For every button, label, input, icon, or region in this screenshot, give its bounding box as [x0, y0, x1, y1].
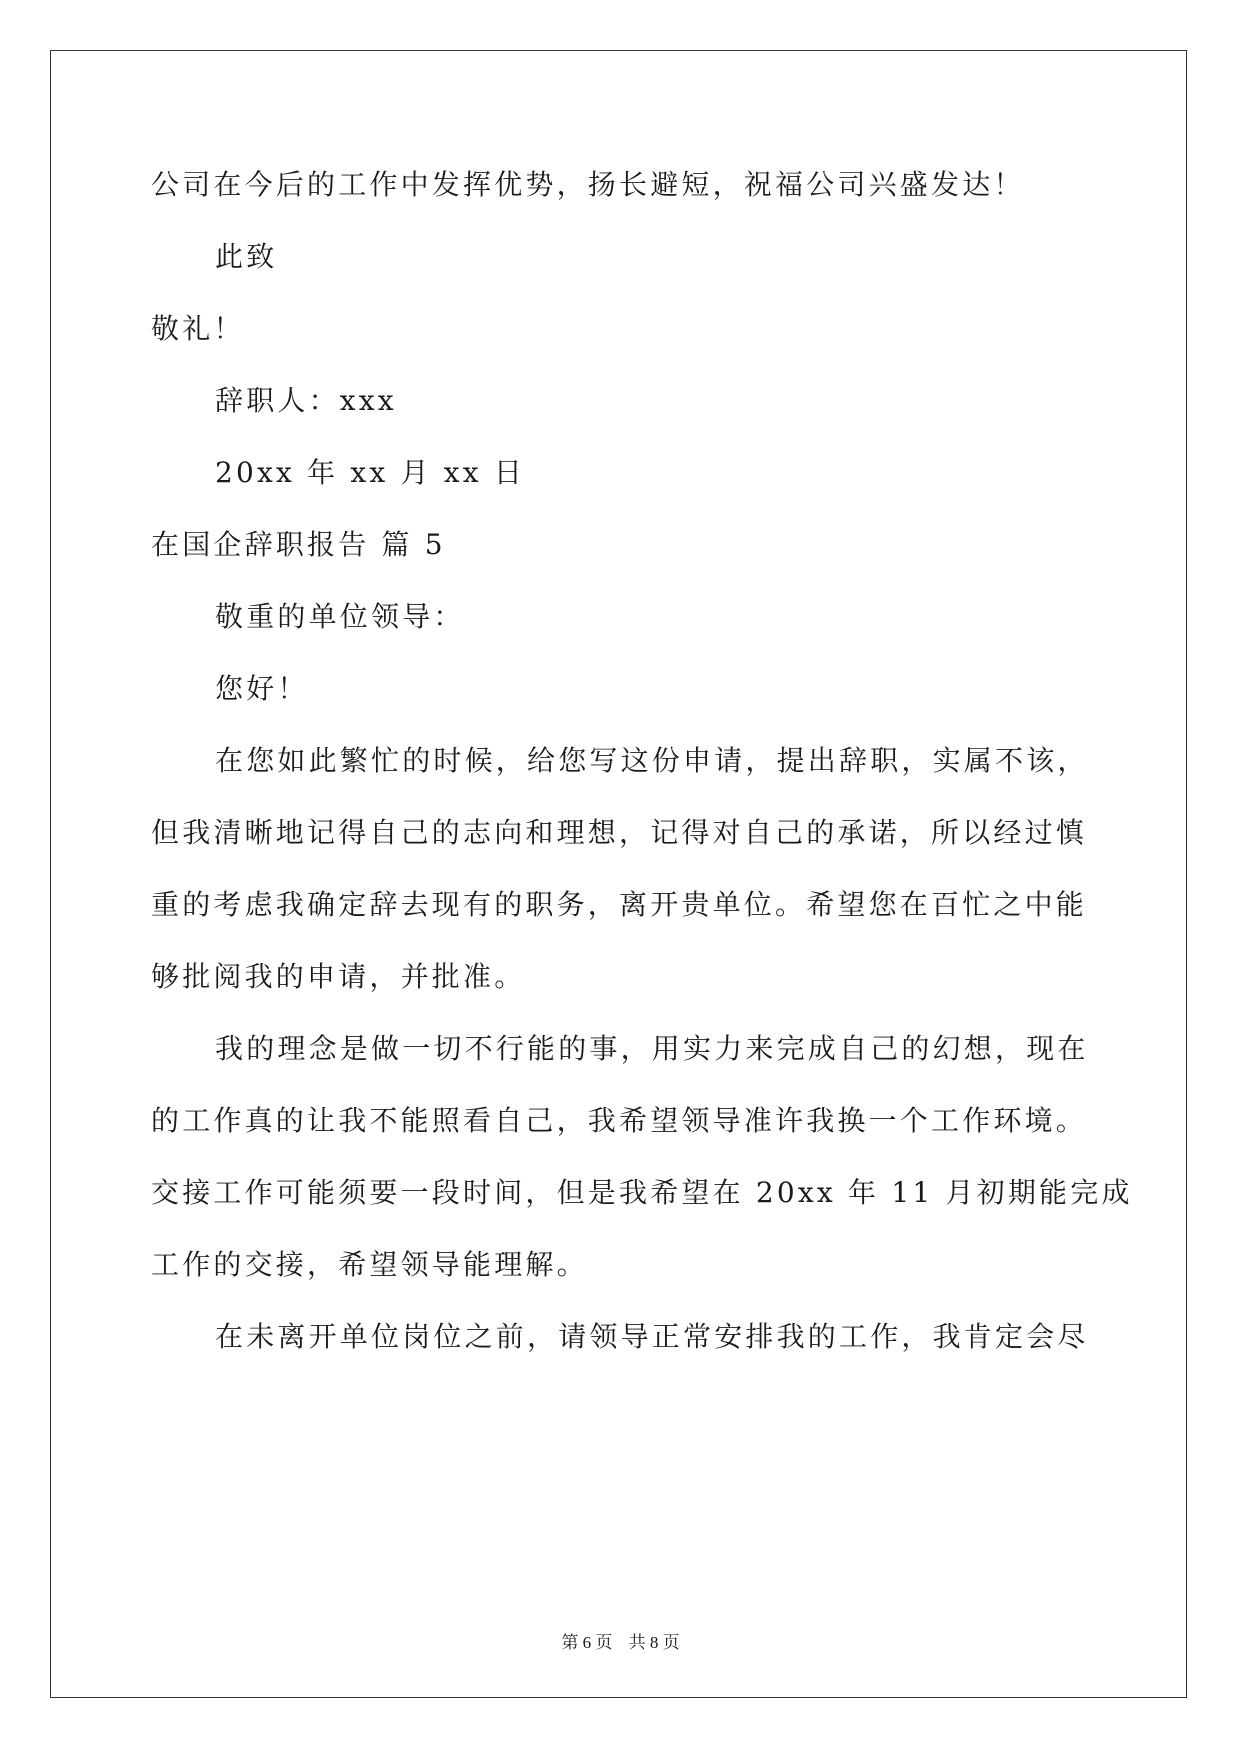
paragraph-line: 在您如此繁忙的时候，给您写这份申请，提出辞职，实属不该，	[215, 744, 1089, 777]
letter-greeting: 敬重的单位领导：	[215, 600, 465, 633]
paragraph-line: 我的理念是做一切不行能的事，用实力来完成自己的幻想，现在	[215, 1032, 1089, 1065]
page-border	[50, 50, 1187, 1698]
paragraph-line: 工作的交接，希望领导能理解。	[151, 1248, 588, 1281]
page-number: 第 6 页	[561, 1633, 613, 1652]
page-footer	[0, 1628, 1241, 1653]
page-total: 共 8 页	[628, 1633, 680, 1652]
paragraph-line: 公司在今后的工作中发挥优势，扬长避短，祝福公司兴盛发达！	[151, 168, 1025, 201]
signature-date: 20xx 年 xx 月 xx 日	[215, 456, 526, 489]
paragraph-line: 但我清晰地记得自己的志向和理想，记得对自己的承诺，所以经过慎	[151, 816, 1088, 849]
signer-name: 辞职人：xxx	[215, 384, 397, 417]
paragraph-line: 交接工作可能须要一段时间，但是我希望在 20xx 年 11 月初期能完成	[151, 1176, 1133, 1209]
closing-regards: 敬礼！	[151, 312, 245, 345]
paragraph-line: 在未离开单位岗位之前，请领导正常安排我的工作，我肯定会尽	[215, 1320, 1089, 1353]
section-heading: 在国企辞职报告 篇 5	[151, 528, 446, 561]
letter-hello: 您好！	[215, 672, 309, 705]
closing-salutation: 此致	[215, 240, 278, 273]
paragraph-line: 够批阅我的申请，并批准。	[151, 960, 526, 993]
paragraph-line: 的工作真的让我不能照看自己，我希望领导准许我换一个工作环境。	[151, 1104, 1088, 1137]
paragraph-line: 重的考虑我确定辞去现有的职务，离开贵单位。希望您在百忙之中能	[151, 888, 1088, 921]
